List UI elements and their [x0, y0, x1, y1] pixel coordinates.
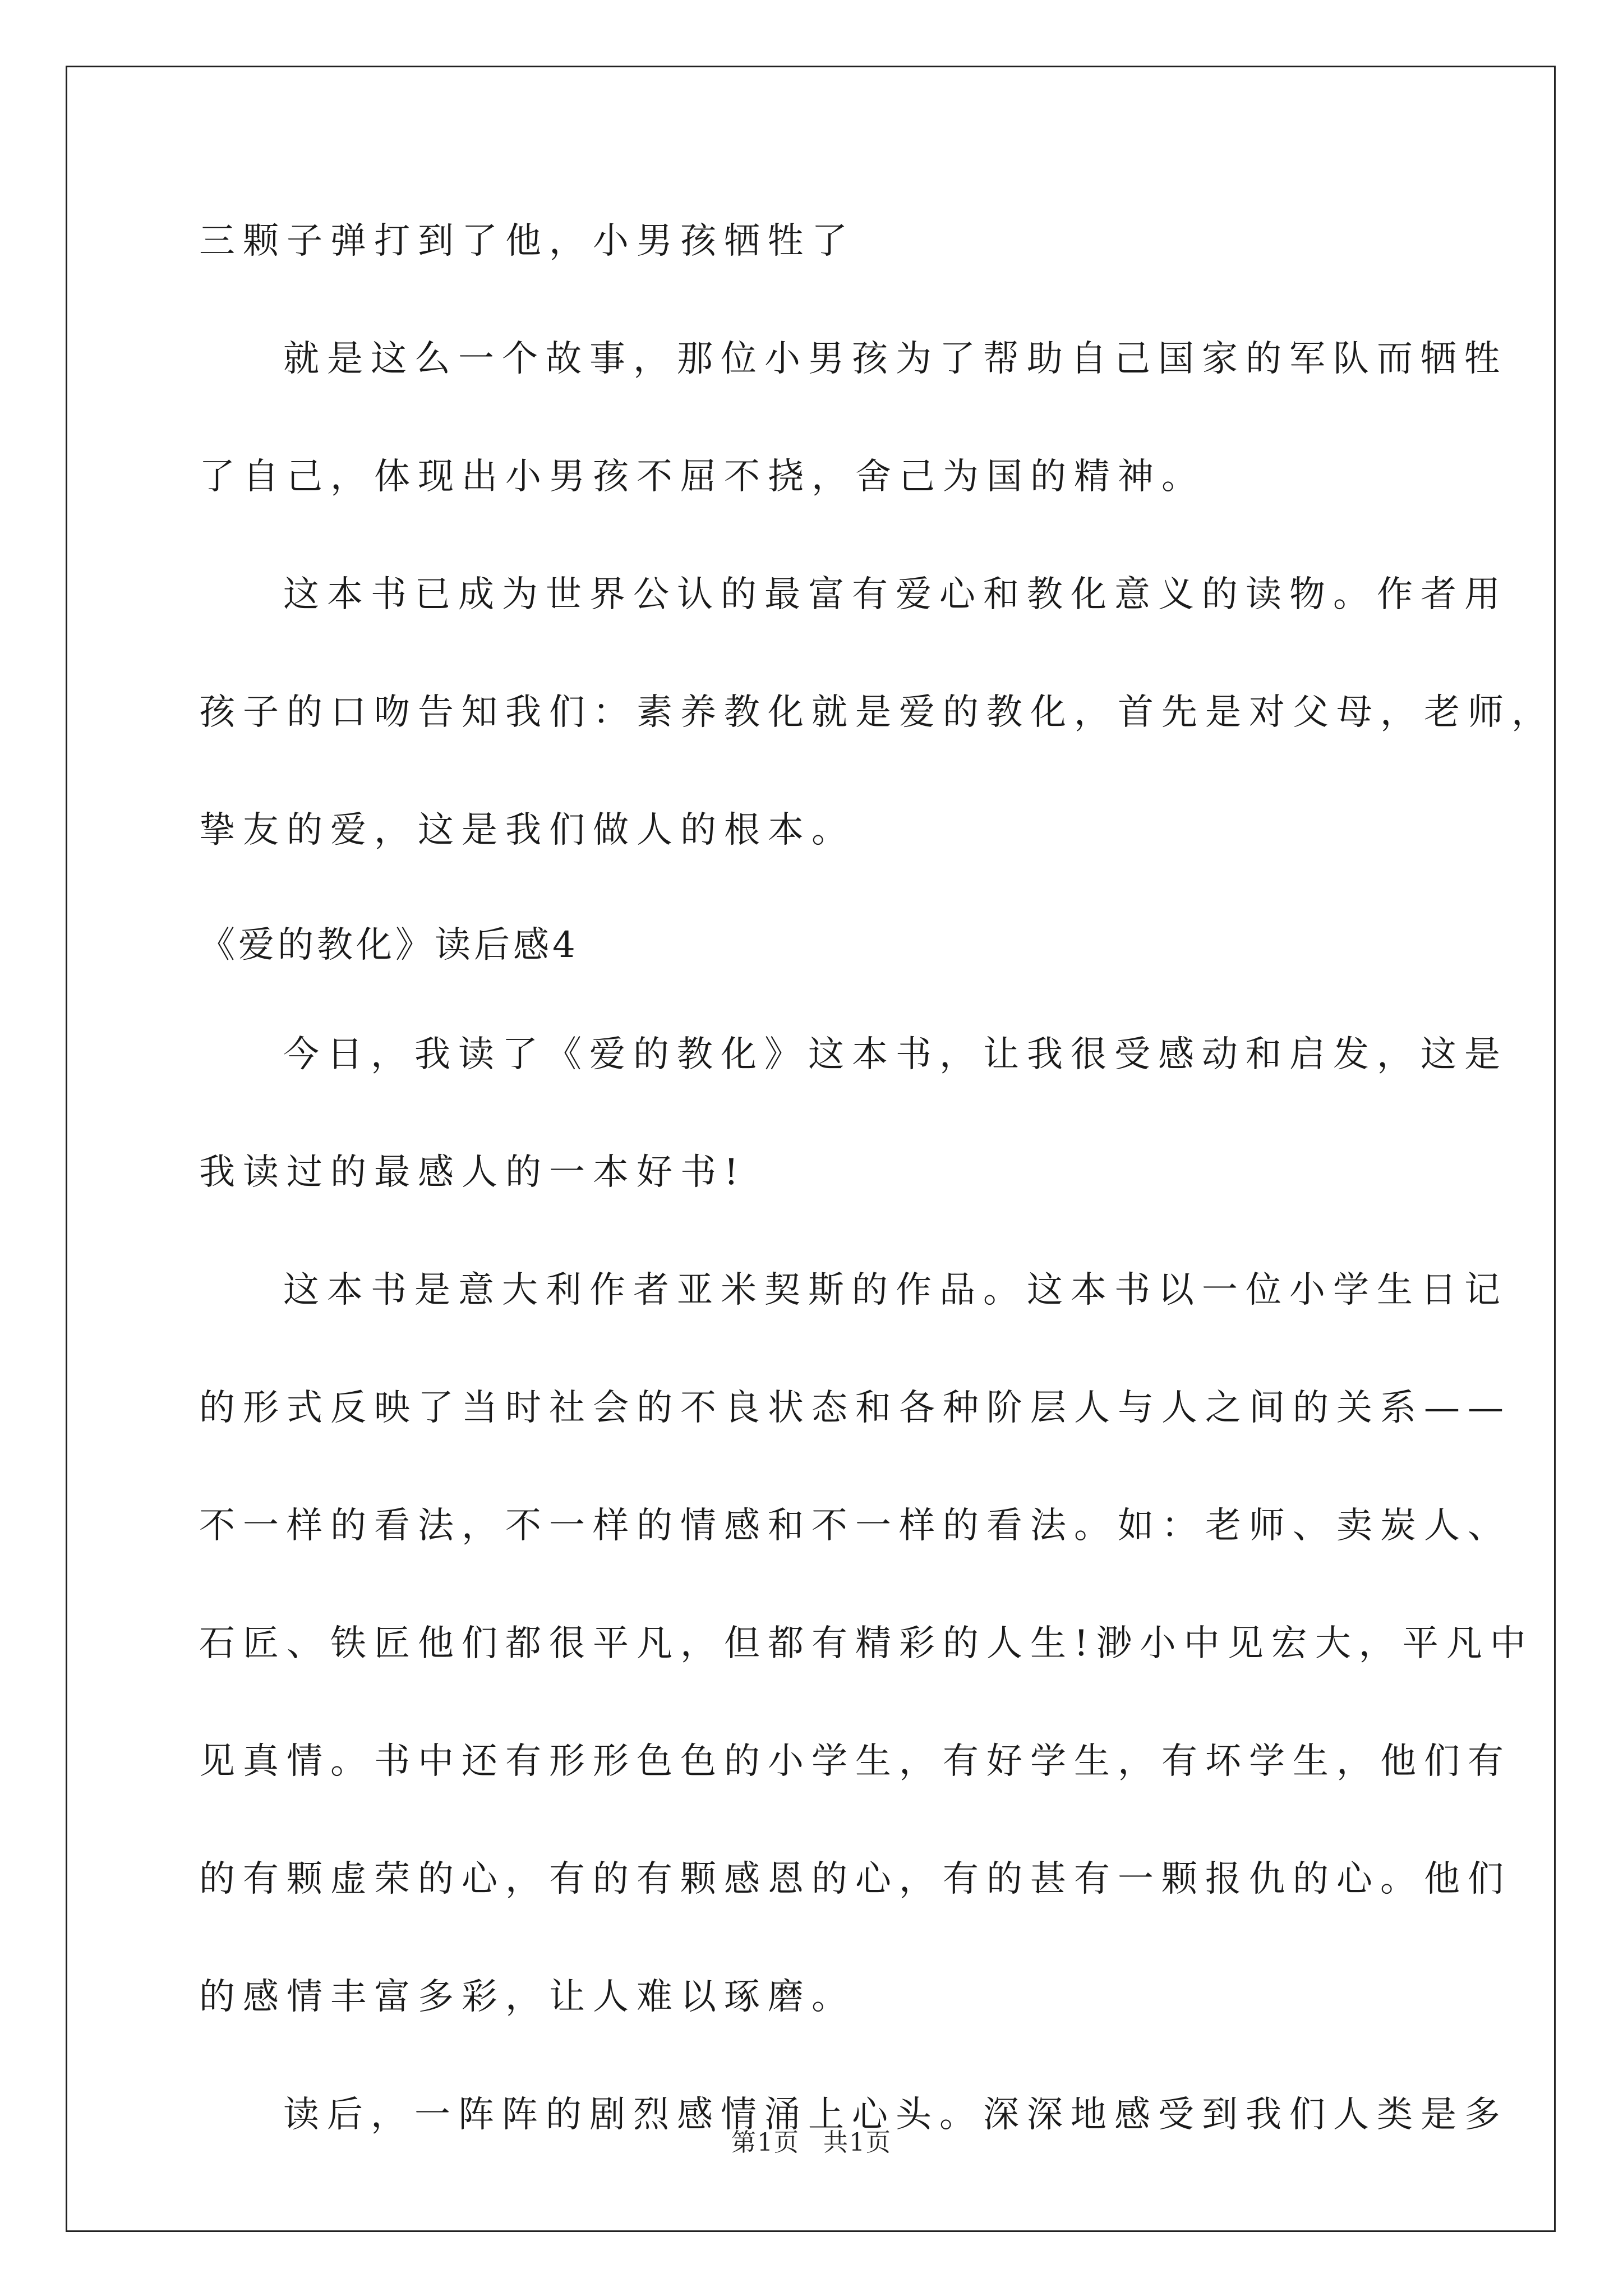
text-line: 孩子的口吻告知我们：素养教化就是爱的教化，首先是对父母，老师， [199, 692, 1555, 733]
paragraph-first-line: 就是这么一个故事，那位小男孩为了帮助自己国家的军队而牺牲 [283, 338, 1508, 380]
text-line: 的感情丰富多彩，让人难以琢磨。 [199, 1976, 855, 2018]
paragraph-first-line: 读后，一阵阵的剧烈感情涌上心头。深深地感受到我们人类是多 [283, 2094, 1508, 2136]
text-line: 了自己，体现出小男孩不屈不挠，舍己为国的精神。 [199, 456, 1205, 498]
paragraph-first-line: 这本书已成为世界公认的最富有爱心和教化意义的读物。作者用 [283, 574, 1508, 615]
page-number-total: 共1页 [823, 2128, 892, 2157]
paragraph-first-line: 今日，我读了《爱的教化》这本书，让我很受感动和启发，这是 [283, 1034, 1508, 1075]
section-heading: 《爱的教化》读后感4 [199, 924, 579, 966]
paragraph-first-line: 这本书是意大利作者亚米契斯的作品。这本书以一位小学生日记 [283, 1269, 1508, 1311]
text-line: 我读过的最感人的一本好书! [199, 1152, 746, 1193]
text-line: 的形式反映了当时社会的不良状态和各种阶层人与人之间的关系—— [199, 1387, 1511, 1429]
page-border [66, 66, 1556, 2232]
text-line: 的有颗虚荣的心，有的有颗感恩的心，有的甚有一颗报仇的心。他们 [199, 1858, 1511, 1900]
text-line: 石匠、铁匠他们都很平凡，但都有精彩的人生!渺小中见宏大，平凡中 [199, 1623, 1534, 1664]
page-number-current: 第1页 [731, 2128, 800, 2157]
text-line: 不一样的看法，不一样的情感和不一样的看法。如：老师、卖炭人、 [199, 1505, 1511, 1547]
text-line: 三颗子弹打到了他，小男孩牺牲了 [199, 220, 855, 262]
text-line: 见真情。书中还有形形色色的小学生，有好学生，有坏学生，他们有 [199, 1741, 1511, 1782]
text-line: 挚友的爱，这是我们做人的根本。 [199, 809, 855, 851]
page-footer [0, 2127, 1623, 2159]
